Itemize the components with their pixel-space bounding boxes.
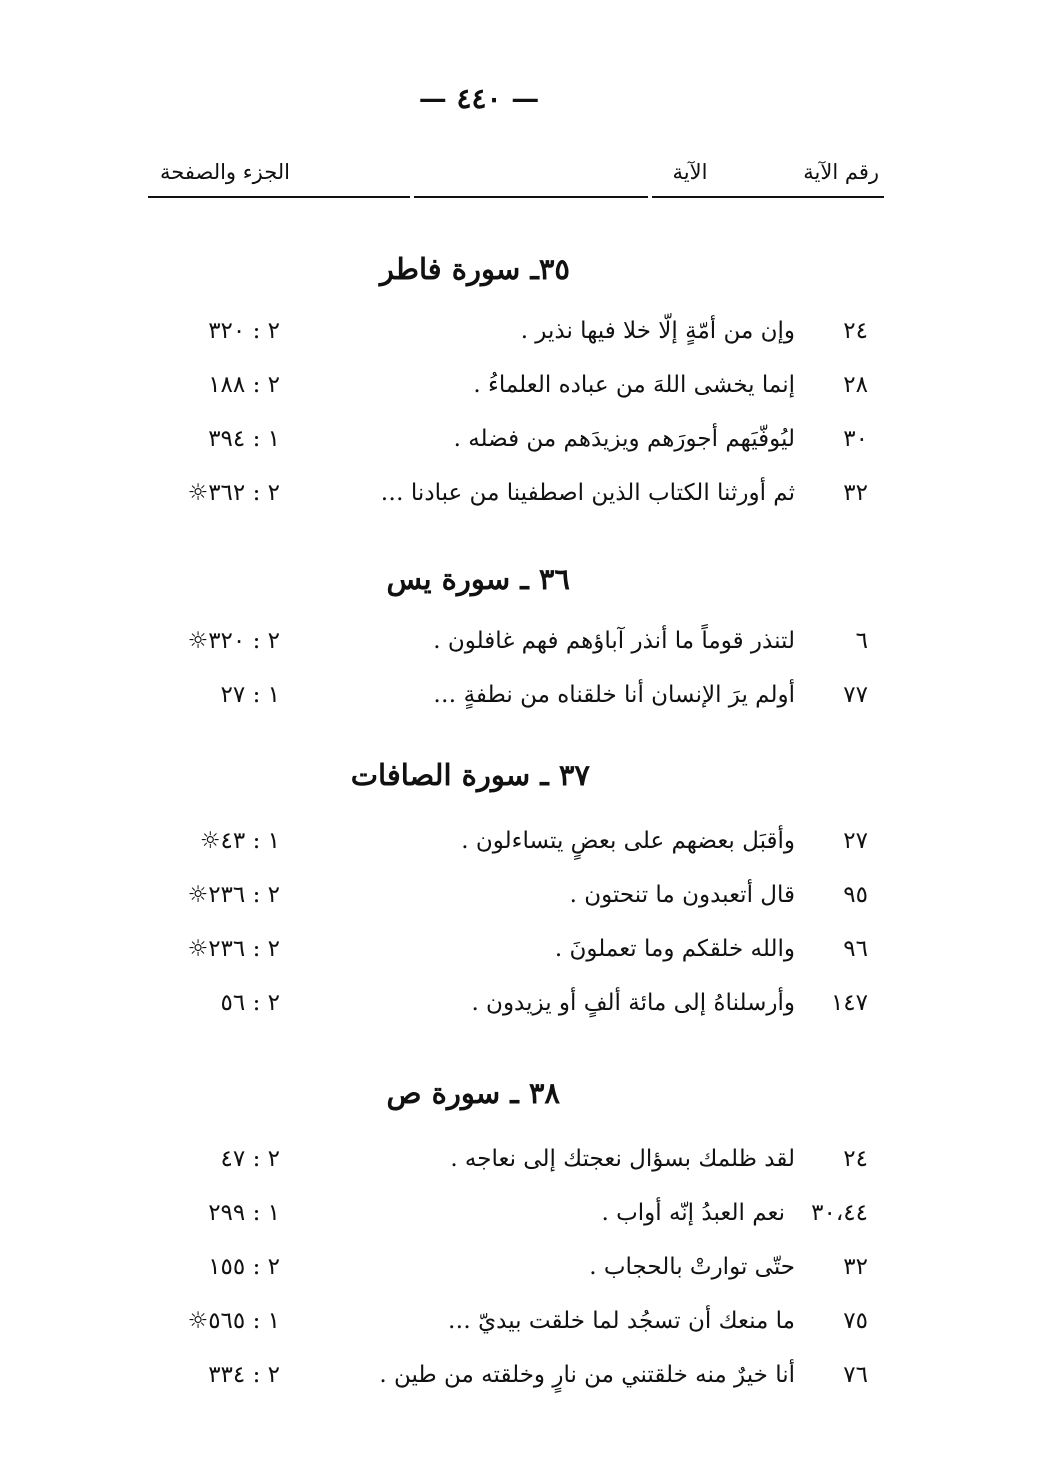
verse-number: ٣٢: [843, 480, 868, 506]
volume-page-ref: ١ : ٢٩٩: [208, 1200, 280, 1226]
verse-number: ٩٦: [843, 936, 868, 962]
verse-text: ثم أورثنا الكتاب الذين اصطفينا من عبادنا …: [380, 480, 795, 506]
header-divider: [652, 196, 884, 198]
verse-text: قال أتعبدون ما تنحتون .: [569, 882, 795, 908]
volume-page-ref: ٢ : ١٥٥: [208, 1254, 280, 1280]
surah-heading: ٣٨ ـ سورة ص: [386, 1076, 560, 1110]
verse-number: ٧٦: [843, 1362, 868, 1388]
verse-column-header: الآية: [672, 160, 708, 184]
volume-page-ref: ١ : ٢٧: [220, 682, 280, 708]
verse-text: وأرسلناهُ إلى مائة ألفٍ أو يزيدون .: [471, 990, 795, 1016]
verse-text: وأقبَل بعضهم على بعضٍ يتساءلون .: [461, 828, 795, 854]
header-divider: [148, 196, 410, 198]
verse-number: ٣٠: [843, 426, 868, 452]
volume-page-column-header: الجزء والصفحة: [160, 160, 290, 184]
verse-number: ٦: [855, 628, 868, 654]
verse-text: لتنذر قوماً ما أنذر آباؤهم فهم غافلون .: [433, 628, 795, 654]
volume-page-ref: ١ : ٣٩٤: [208, 426, 280, 452]
verse-text: ليُوفّيَهم أجورَهم ويزيدَهم من فضله .: [453, 426, 795, 452]
verse-text: إنما يخشى اللهَ من عباده العلماءُ .: [473, 372, 795, 398]
verse-number: ٩٥: [843, 882, 868, 908]
volume-page-ref: ٢ : ٣٣٤: [208, 1362, 280, 1388]
verse-text: أولم يرَ الإنسان أنا خلقناه من نطفةٍ …: [433, 682, 795, 708]
volume-page-ref: ٢ : ٣٦٢☼: [187, 480, 280, 506]
volume-page-ref: ٢ : ٥٦: [220, 990, 280, 1016]
verse-number: ٢٨: [843, 372, 868, 398]
verse-text: ما منعك أن تسجُد لما خلقت بيديّ …: [447, 1308, 795, 1334]
verse-text: لقد ظلمك بسؤال نعجتك إلى نعاجه .: [450, 1146, 795, 1172]
verse-text: حتّى توارتْ بالحجاب .: [589, 1254, 795, 1280]
verse-text: والله خلقكم وما تعملونَ .: [554, 936, 795, 962]
verse-number: ٣٢: [843, 1254, 868, 1280]
volume-page-ref: ٢ : ٤٧: [220, 1146, 280, 1172]
verse-number-column-header: رقم الآية: [803, 160, 879, 184]
surah-heading: ٣٧ ـ سورة الصافات: [350, 758, 590, 792]
page-number: — ٤٤٠ —: [418, 82, 540, 115]
volume-page-ref: ١ : ٥٦٥☼: [187, 1308, 280, 1334]
volume-page-ref: ٢ : ٢٣٦☼: [187, 936, 280, 962]
verse-text: وإن من أمّةٍ إلّا خلا فيها نذير .: [520, 318, 795, 344]
volume-page-ref: ٢ : ٣٢٠: [208, 318, 280, 344]
surah-heading: ٣٥ـ سورة فاطر: [379, 252, 570, 286]
volume-page-ref: ٢ : ١٨٨: [208, 372, 280, 398]
volume-page-ref: ١ : ٤٣☼: [199, 828, 280, 854]
header-divider: [414, 196, 648, 198]
verse-number: ٢٤: [843, 1146, 868, 1172]
verse-number: ١٤٧: [830, 990, 868, 1016]
verse-number: ٣٠،٤٤: [811, 1200, 868, 1226]
verse-number: ٧٧: [843, 682, 868, 708]
verse-number: ٧٥: [843, 1308, 868, 1334]
volume-page-ref: ٢ : ٣٢٠☼: [187, 628, 280, 654]
verse-text: أنا خيرٌ منه خلقتني من نارٍ وخلقته من طين .: [379, 1362, 795, 1388]
verse-number: ٢٧: [843, 828, 868, 854]
surah-heading: ٣٦ ـ سورة يس: [386, 562, 570, 596]
volume-page-ref: ٢ : ٢٣٦☼: [187, 882, 280, 908]
verse-text: نعم العبدُ إنّه أواب .: [601, 1200, 785, 1226]
verse-number: ٢٤: [843, 318, 868, 344]
